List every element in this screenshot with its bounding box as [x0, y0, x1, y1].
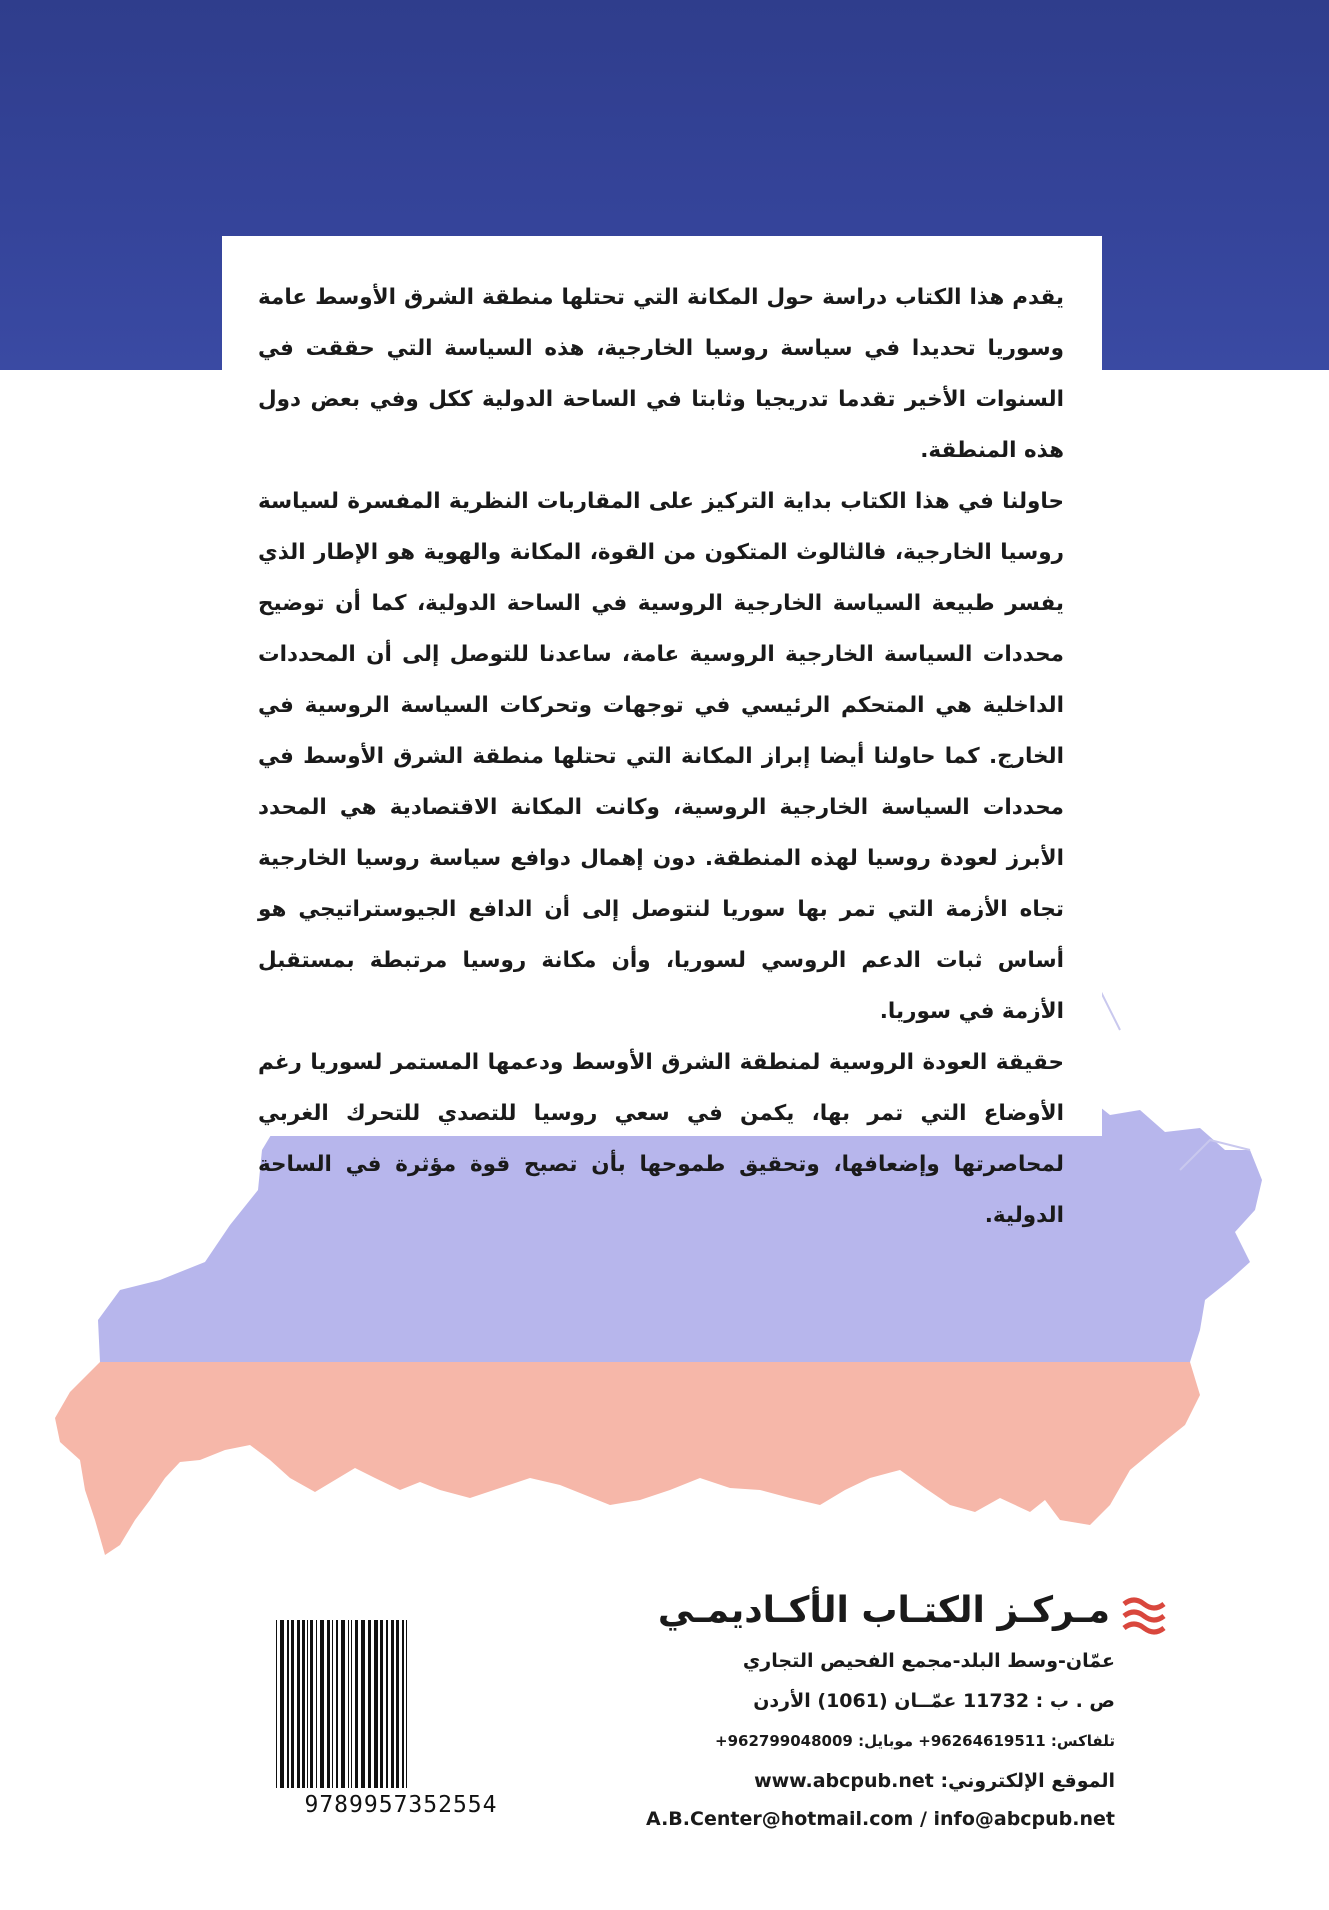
wave-stack-icon [1118, 1592, 1170, 1642]
isbn-barcode [270, 1620, 532, 1820]
barcode-bar [368, 1620, 371, 1788]
blurb-paragraph-3: حقيقة العودة الروسية لمنطقة الشرق الأوسط ودعمها المستمر لسوريا رغم الأوضاع التي تمر بها، يكمن في سعي روسيا للتصدي للتحرك الغربي لمحاصرتها وإضعافها، وتحقيق طموحها بأن تصبح قوة مؤثرة في الساحة الدولية. [258, 1050, 1064, 1228]
barcode-bar [336, 1620, 338, 1788]
barcode-bar [291, 1620, 294, 1788]
barcode-bar [341, 1620, 345, 1788]
publisher-emails: A.B.Center@hotmail.com / info@abcpub.net [646, 1808, 1115, 1830]
publisher-info [600, 1590, 1180, 1850]
barcode-bar [310, 1620, 313, 1788]
barcode-bar [374, 1620, 378, 1788]
barcode-bar [280, 1620, 284, 1788]
map-pink-region [55, 1362, 1200, 1555]
barcode-bar [302, 1620, 305, 1788]
barcode-bar [396, 1620, 399, 1788]
publisher-website: الموقع الإلكتروني: www.abcpub.net [754, 1770, 1115, 1792]
blurb-paragraph-2: حاولنا في هذا الكتاب بداية التركيز على المقاربات النظرية المفسرة لسياسة روسيا الخارجية، فالثالوث المتكون من القوة، المكانة والهوية هو الإطار الذي يفسر طبيعة السياسة الخارجية الروسية في الساحة الدولية، كما أن توضيح محددات السياسة الخارجية الروسية عامة، ساعدنا للتوصل إلى أن المحددات الداخلية هي المتحكم الرئيسي في توجهات وتحركات السياسة الروسية في الخارج. كما حاولنا أيضا إبراز المكانة التي تحتلها منطقة الشرق الأوسط في محددات السياسة الخارجية الروسية، وكانت المكانة الاقتصادية هي المحدد الأبرز لعودة روسيا لهذه المنطقة. دون إهمال دوافع سياسة روسيا الخارجية تجاه الأزمة التي تمر بها سوريا لنتوصل إلى أن الدافع الجيوستراتيجي هو أساس ثبات الدعم الروسي لسوريا، وأن مكانة روسيا مرتبطة بمستقبل الأزمة في سوريا. [258, 489, 1064, 1024]
barcode-bars [270, 1620, 532, 1792]
barcode-bar [402, 1620, 404, 1788]
blurb-paragraph-1: يقدم هذا الكتاب دراسة حول المكانة التي تحتلها منطقة الشرق الأوسط عامة وسوريا تحديدا في سياسة روسيا الخارجية، هذه السياسة التي حققت في السنوات الأخير تقدما تدريجيا وثابتا في الساحة الدولية ككل وفي بعض دول هذه المنطقة. [258, 285, 1064, 463]
publisher-po-box: ص . ب : 11732 عمّــان (1061) الأردن [753, 1690, 1115, 1712]
barcode-bar [332, 1620, 333, 1788]
back-cover-blurb [258, 272, 1064, 1241]
isbn-number: 9789957352554 [270, 1792, 532, 1818]
barcode-bar [355, 1620, 358, 1788]
publisher-address: عمّان-وسط البلد-مجمع الفحيص التجاري [742, 1650, 1115, 1672]
barcode-bar [406, 1620, 407, 1788]
barcode-bar [276, 1620, 277, 1788]
barcode-bar [391, 1620, 394, 1788]
barcode-bar [348, 1620, 349, 1788]
barcode-bar [307, 1620, 308, 1788]
barcode-bar [320, 1620, 324, 1788]
barcode-bar [287, 1620, 289, 1788]
barcode-bar [351, 1620, 352, 1788]
barcode-bar [386, 1620, 388, 1788]
barcode-bar [297, 1620, 300, 1788]
publisher-name: مـركـز الكتـاب الأكـاديمـي [657, 1590, 1110, 1631]
barcode-bar [316, 1620, 317, 1788]
barcode-bar [361, 1620, 365, 1788]
barcode-bar [380, 1620, 383, 1788]
publisher-phones: تلفاكس: 96264619511+ موبايل: 962799048009+ [715, 1732, 1115, 1750]
barcode-bar [327, 1620, 330, 1788]
